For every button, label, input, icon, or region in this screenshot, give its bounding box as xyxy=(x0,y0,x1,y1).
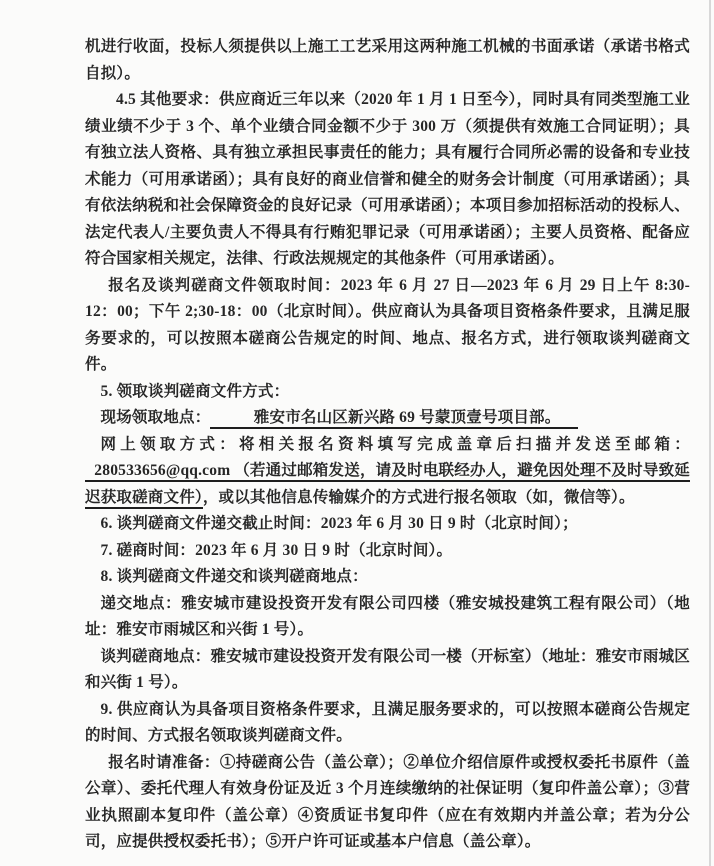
online-pickup-tail: ，或以其他信息传输媒介的方式进行报名领取（如，微信等）。 xyxy=(202,488,635,506)
online-pickup-lead: 将相关报名资料填写完成盖章后扫描并发送至邮箱： xyxy=(239,435,691,453)
list-item-9: 9. 供应商认为具备项目资格条件要求，且满足服务要求的，可以按照本磋商公告规定的时间、方式报名领取谈判磋商文件。 xyxy=(85,700,690,744)
online-pickup-note: （若通过邮箱发送，请及时电联经办人，避免因处理不及时导致延迟获取磋商文件） xyxy=(85,462,690,509)
paragraph-online-pickup xyxy=(85,432,690,512)
paragraph-submit-place: 递交地点：雅安城市建设投资开发有限公司四楼（雅安城投建筑工程有限公司）（地址：雅安市雨城区和兴街 1 号）。 xyxy=(85,594,690,638)
online-pickup-email: 280533656@qq.com xyxy=(85,462,234,482)
list-item-8: 8. 谈判磋商文件递交和谈判磋商地点： xyxy=(100,568,368,585)
paragraph-other-requirements: 4.5 其他要求：供应商近三年以来（2020 年 1 月 1 日至今），同时具有同类型施工业绩业绩不少于 3 个、单个业绩合同金额不少于 300 万（须提供有效施工合同证明）；具有独立法人资格、具有独立承担民事责任的能力；具有履行合同所必需的设备和专业技术能力（可用承诺函）；具有良好的商业信誉和健全的财务会计制度（可用承诺函）；具有依法纳税和社会保障资金的良好记录（可用承诺函）；本项目参加招标活动的投标人、法定代表人/主要负责人不得具有行贿犯罪记录（可用承诺函）；主要人员资格、配备应符合国家相关规定，法律、行政法规规定的其他条件（可用承诺函）。 xyxy=(85,91,690,267)
page-edge-line xyxy=(709,0,711,866)
paragraph-continuation: 机进行收面，投标人须提供以上施工工艺采用这两种施工机械的书面承诺（承诺书格式自拟）。 xyxy=(85,38,690,82)
list-item-5: 5. 领取谈判磋商文件方式： xyxy=(100,382,290,400)
site-pickup-label: 现场领取地点： xyxy=(100,409,211,426)
list-item-7: 7. 磋商时间：2023 年 6 月 30 日 9 时（北京时间）。 xyxy=(100,541,453,559)
paragraph-negotiate-place: 谈判磋商地点：雅安城市建设投资开发有限公司一楼（开标室）（地址：雅安市雨城区和兴街 1 号）。 xyxy=(85,647,690,691)
paragraph-site-pickup xyxy=(85,405,690,432)
paragraph-collect-time: 报名及谈判磋商文件领取时间：2023 年 6 月 27 日—2023 年 6 月 29 日上午 8:30-12：00；下午 2;30-18：00（北京时间）。供应商认为具备项目资格条件要求，且满足服务要求的，可以按照本磋商公告规定的时间、地点、报名方式，进行领取谈判磋商文件。 xyxy=(85,276,690,373)
list-item-6: 6. 谈判磋商文件递交截止时间：2023 年 6 月 30 日 9 时（北京时间）； xyxy=(100,515,578,532)
site-pickup-suffix: 。 xyxy=(545,409,578,429)
online-pickup-label: 网上领取方式： xyxy=(100,435,240,453)
paragraph-prepare-items: 报名时请准备：①持磋商公告（盖公章）；②单位介绍信原件或授权委托书原件（盖公章）、委托代理人有效身份证及近 3 个月连续缴纳的社保证明（复印件盖公章）；③营业执照副本复印件（盖公章）④资质证书复印件（应在有效期内并盖公章；若为分公司，应提供授权委托书）；⑤开户许可证或基本户信息（盖公章）。 xyxy=(85,753,690,850)
site-pickup-value: 雅安市名山区新兴路 69 号蒙顶壹号项目部 xyxy=(210,409,544,429)
